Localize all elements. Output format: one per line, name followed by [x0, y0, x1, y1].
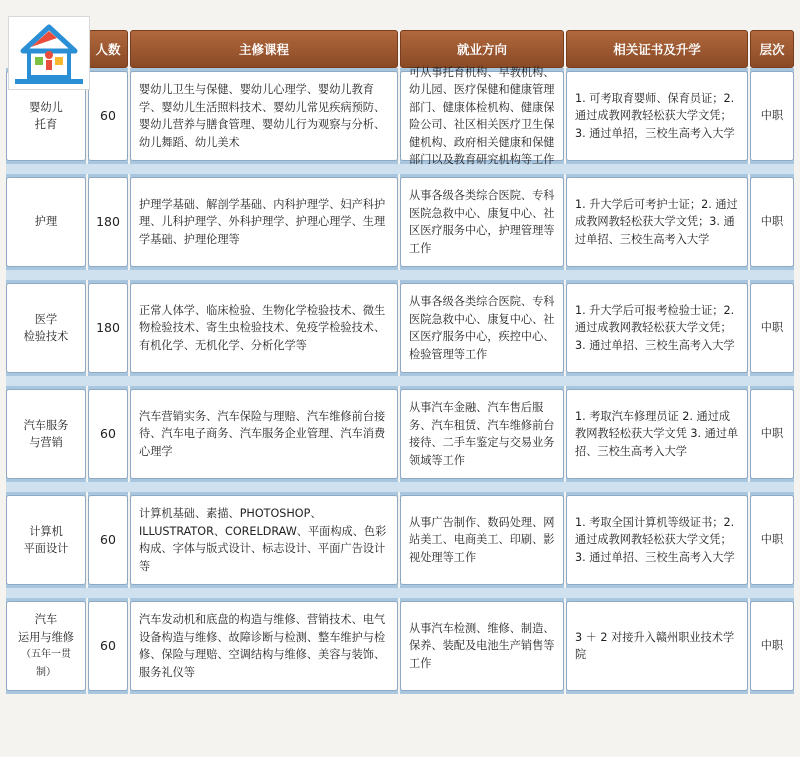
major-row	[6, 68, 794, 164]
major-row	[6, 386, 794, 482]
employment-cell	[400, 601, 564, 691]
employment-text: 从事各级各类综合医院、专科医院急救中心、康复中心、社区医疗服务中心，疾控中心、检验管理等工作	[409, 295, 555, 361]
employment-cell	[400, 283, 564, 373]
level-text: 中职	[760, 321, 784, 335]
enrollment-count-cell	[88, 389, 128, 479]
major-name-line: 计算机	[29, 524, 63, 538]
enrollment-count: 60	[100, 426, 116, 442]
major-row	[6, 492, 794, 588]
major-name-line: 检验技术	[23, 330, 69, 343]
major-name	[35, 213, 57, 231]
major-name	[24, 417, 69, 452]
header-count: 人数	[88, 30, 128, 68]
school-logo	[8, 16, 90, 90]
level-text: 中职	[760, 533, 784, 547]
major-name-cell	[6, 495, 86, 585]
major-name-cell	[6, 389, 86, 479]
majors-rows	[6, 65, 794, 694]
employment-text: 从事汽车检测、维修、制造、保养、装配及电池生产销售等工作	[409, 621, 555, 670]
school-house-logo-icon	[9, 17, 89, 89]
employment-text: 从事汽车金融、汽车售后服务、汽车租赁、汽车维修前台接待、二手车鉴定与交易业务领域等工作	[409, 401, 555, 467]
courses-cell	[130, 601, 398, 691]
major-name-line: 婴幼儿	[29, 100, 63, 114]
employment-cell	[400, 177, 564, 267]
header-certs: 相关证书及升学	[566, 30, 748, 68]
certs-cell	[566, 495, 748, 585]
level-cell	[750, 389, 794, 479]
courses-cell	[130, 177, 398, 267]
level-cell	[750, 283, 794, 373]
level-text: 中职	[760, 215, 784, 229]
courses-text: 汽车发动机和底盘的构造与维修、营销技术、电气设备构造与维修、故障诊断与检测、整车维护与检修、保险与理赔、空调结构与维修、美容与装饰、服务礼仪等	[139, 613, 386, 679]
courses-text: 正常人体学、临床检验、生物化学检验技术、微生物检验技术、寄生虫检验技术、免疫学检验技术、有机化学、无机化学、分析化学等	[139, 303, 386, 352]
major-row	[6, 598, 794, 694]
header-level: 层次	[750, 30, 794, 68]
major-name	[15, 611, 77, 681]
level-cell	[750, 71, 794, 161]
enrollment-count: 60	[100, 108, 116, 124]
courses-cell	[130, 283, 398, 373]
level-cell	[750, 177, 794, 267]
enrollment-count: 180	[96, 320, 120, 336]
row-gap	[6, 164, 794, 174]
employment-cell	[400, 389, 564, 479]
major-name-line: 汽车服务	[23, 418, 69, 432]
level-text: 中职	[760, 427, 784, 441]
employment-text: 从事各级各类综合医院、专科医院急救中心、康复中心、社区医疗服务中心，护理管理等工作	[409, 189, 555, 255]
major-name-sub: （五年一贯制）	[21, 649, 71, 678]
certs-cell	[566, 389, 748, 479]
enrollment-count-cell	[88, 601, 128, 691]
enrollment-count-cell	[88, 283, 128, 373]
courses-text: 婴幼儿卫生与保健、婴幼儿心理学、婴幼儿教育学、婴幼儿生活照料技术、婴幼儿常见疾病预防、婴幼儿营养与膳食管理、婴幼儿行为观察与分析、幼儿舞蹈、幼儿美术	[139, 83, 386, 149]
enrollment-count: 60	[100, 638, 116, 654]
certs-cell	[566, 71, 748, 161]
certs-cell	[566, 283, 748, 373]
enrollment-count-cell	[88, 177, 128, 267]
major-name-line: 汽车	[34, 613, 58, 626]
row-gap	[6, 482, 794, 492]
major-name-cell	[6, 601, 86, 691]
major-name	[24, 523, 69, 558]
major-name	[24, 311, 69, 346]
level-cell	[750, 601, 794, 691]
major-name-line: 托育	[34, 118, 58, 131]
major-name-line: 运用与维修	[18, 630, 74, 644]
courses-cell	[130, 495, 398, 585]
courses-text: 护理学基础、解剖学基础、内科护理学、妇产科护理、儿科护理学、外科护理学、护理心理学、生理学基础、护理伦理等	[139, 197, 386, 246]
certs-text: 3 ＋ 2 对接升入赣州职业技术学院	[575, 630, 735, 661]
header-courses: 主修课程	[130, 30, 398, 68]
certs-text: 1. 考取全国计算机等级证书；2. 通过成教网教轻松获大学文凭；3. 通过单招、三校生高考入大学	[575, 515, 735, 564]
enrollment-count-cell	[88, 71, 128, 161]
row-gap	[6, 376, 794, 386]
level-text: 中职	[760, 639, 784, 653]
major-name-line: 平面设计	[23, 542, 69, 555]
enrollment-count: 60	[100, 532, 116, 548]
major-name-line: 护理	[34, 215, 58, 229]
row-gap	[6, 270, 794, 280]
header-row	[6, 30, 794, 68]
certs-cell	[566, 601, 748, 691]
courses-cell	[130, 389, 398, 479]
level-text: 中职	[760, 109, 784, 123]
row-gap	[6, 588, 794, 598]
certs-text: 1. 升大学后可报考检验士证；2. 通过成教网教轻松获大学文凭；3. 通过单招、三校生高考入大学	[575, 303, 735, 352]
level-cell	[750, 495, 794, 585]
courses-text: 汽车营销实务、汽车保险与理赔、汽车维修前台接待、汽车电子商务、汽车服务企业管理、汽车消费心理学	[139, 409, 386, 458]
header-employment: 就业方向	[400, 30, 564, 68]
employment-cell	[400, 495, 564, 585]
certs-text: 1. 升大学后可考护士证；2. 通过成教网教轻松获大学文凭；3. 通过单招、三校生高考入大学	[575, 197, 738, 246]
enrollment-count-cell	[88, 495, 128, 585]
courses-text: 计算机基础、素描、PHOTOSHOP、ILLUSTRATOR、CORELDRAW、平面构成、色彩构成、字体与版式设计、标志设计、平面广告设计等	[139, 507, 387, 573]
major-name-cell	[6, 177, 86, 267]
majors-table	[4, 30, 796, 694]
courses-cell	[130, 71, 398, 161]
major-name-cell	[6, 283, 86, 373]
major-row	[6, 280, 794, 376]
certs-text: 1. 可考取育婴师、保育员证；2. 通过成教网教轻松获大学文凭；3. 通过单招，三校生高考入大学	[575, 91, 735, 140]
employment-text: 可从事托育机构、早教机构、幼儿园、医疗保健和健康管理部门、健康体检机构、健康保险公司、社区相关医疗卫生保健机构、政府相关健康和保健部门以及教育研究机构等工作	[409, 65, 555, 166]
major-row	[6, 174, 794, 270]
major-name-line: 医学	[34, 312, 58, 326]
major-name	[29, 99, 63, 134]
employment-text: 从事广告制作、数码处理、网站美工、电商美工、印刷、影视处理等工作	[409, 515, 555, 564]
major-name-line: 与营销	[29, 436, 63, 449]
certs-text: 1. 考取汽车修理员证 2. 通过成教网教轻松获大学文凭 3. 通过单招、三校生高考入大学	[575, 409, 739, 458]
employment-cell	[400, 65, 564, 166]
certs-cell	[566, 177, 748, 267]
enrollment-count: 180	[96, 214, 120, 230]
